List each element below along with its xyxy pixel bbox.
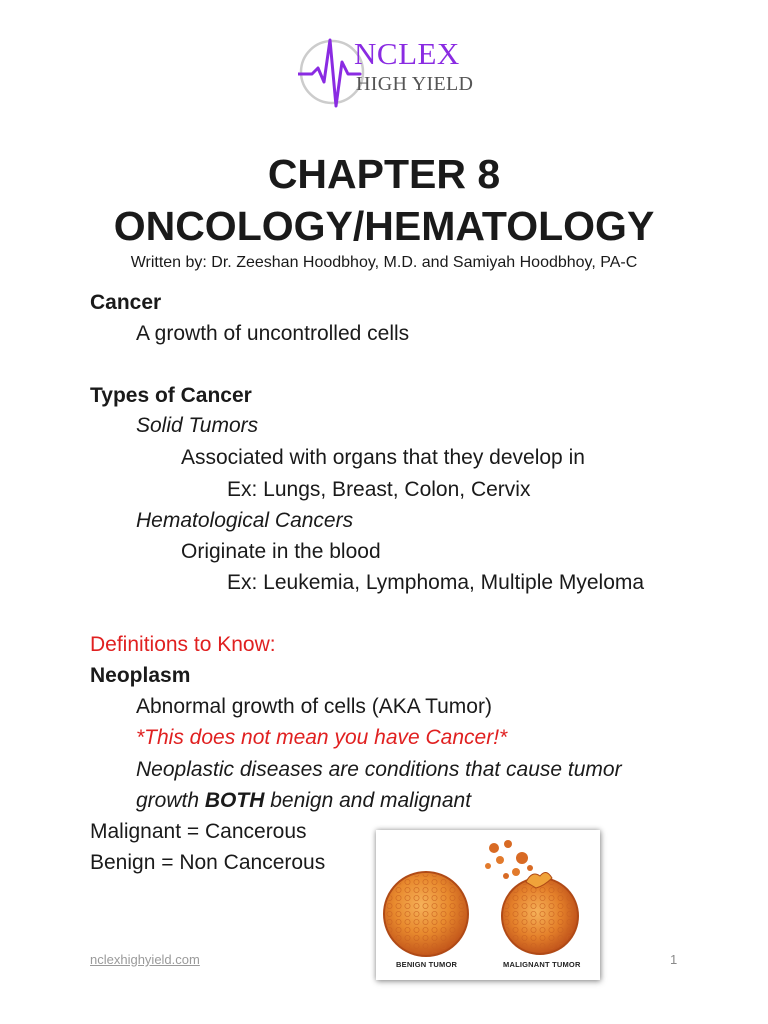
neoplasm-desc: Abnormal growth of cells (AKA Tumor) <box>136 695 492 718</box>
definitions-heading: Definitions to Know: <box>90 633 276 656</box>
types-heading: Types of Cancer <box>90 384 252 407</box>
hematological-example: Ex: Leukemia, Lymphoma, Multiple Myeloma <box>227 571 645 594</box>
hematological-desc: Originate in the blood <box>181 540 381 563</box>
cancer-definition: A growth of uncontrolled cells <box>136 322 410 345</box>
page-number: 1 <box>670 952 678 967</box>
neoplasm-term: Neoplasm <box>90 664 191 687</box>
note-text-pre: growth <box>136 789 205 812</box>
neoplasm-warning: *This does not mean you have Cancer!* <box>136 726 508 749</box>
logo-text-high-yield: HIGH YIELD <box>356 73 474 95</box>
solid-tumors-label: Solid Tumors <box>136 414 259 437</box>
tumor-illustration-graphic <box>376 830 600 980</box>
benign-definition: Benign = Non Cancerous <box>90 851 326 874</box>
solid-tumors-desc: Associated with organs that they develop in <box>181 446 585 469</box>
malignant-tumor-icon <box>485 840 578 954</box>
logo-text-nclex: NCLEX <box>354 36 460 71</box>
solid-tumors-example: Ex: Lungs, Breast, Colon, Cervix <box>227 478 531 501</box>
nclex-high-yield-logo <box>298 32 478 112</box>
website-link[interactable]: nclexhighyield.com <box>90 952 200 967</box>
note-text-post: benign and malignant <box>264 789 472 812</box>
chapter-title: ONCOLOGY/HEMATOLOGY <box>113 203 655 249</box>
tumor-illustration <box>376 830 600 980</box>
benign-tumor-label: BENIGN TUMOR <box>396 960 458 969</box>
malignant-definition: Malignant = Cancerous <box>90 820 307 843</box>
neoplasm-note-line2 <box>136 790 471 811</box>
cancer-heading: Cancer <box>90 291 162 314</box>
hematological-label: Hematological Cancers <box>136 509 354 532</box>
benign-tumor-icon <box>384 872 468 956</box>
chapter-number: CHAPTER 8 <box>267 151 501 197</box>
malignant-tumor-label: MALIGNANT TUMOR <box>503 960 581 969</box>
byline: Written by: Dr. Zeeshan Hoodbhoy, M.D. and Samiyah Hoodbhoy, PA-C <box>130 254 638 271</box>
note-text-both: BOTH <box>204 789 265 812</box>
neoplasm-note-line1: Neoplastic diseases are conditions that cause tumor <box>136 758 622 781</box>
